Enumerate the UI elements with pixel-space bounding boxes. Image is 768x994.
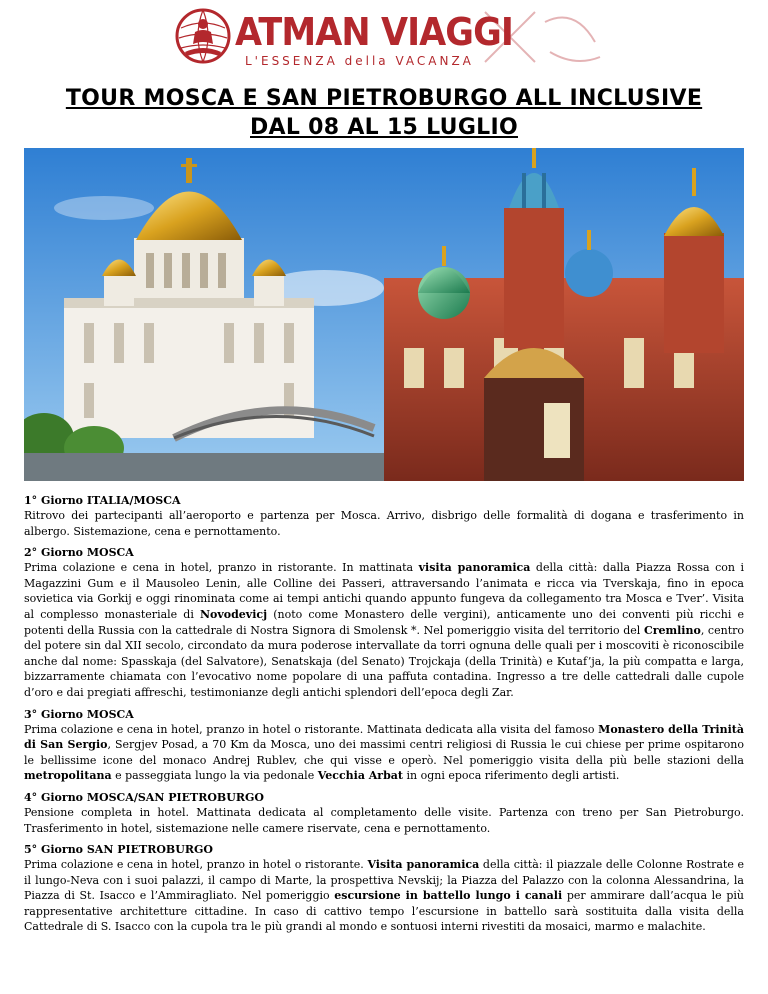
day-heading: 3° Giorno MOSCA [24,707,134,721]
highlight-text: Cremlino [643,623,701,637]
title-line-2: DAL 08 AL 15 LUGLIO [250,115,518,140]
day-heading: 2° Giorno MOSCA [24,546,134,560]
highlight-text: Monastero della Trinità di San Sergio [24,722,744,752]
day-5 [24,842,744,935]
day-1 [24,493,744,539]
itinerary [24,493,744,941]
page-title [0,84,768,142]
day-description [24,722,744,784]
brand-logo [175,6,595,76]
title-line-1: TOUR MOSCA E SAN PIETROBURGO ALL INCLUSIVE [65,86,703,111]
body-text: Prima colazione e cena in hotel, pranzo in hotel o ristorante. Mattinata dedicata alla visita del famoso [24,722,599,736]
day-description [24,508,744,539]
decorative-sketch-icon [475,2,605,72]
highlight-text: Visita panoramica [367,858,480,872]
body-text: in ogni epoca riferimento degli artisti. [403,769,620,783]
highlight-text: escursione in battello lungo i canali [334,889,563,903]
day-description [24,560,744,700]
body-text: (noto come Monastero delle vergini), anticamente uno dei conventi più ricchi e potenti della Russia con la cattedrale di Nostra Signora di Smolensk *. Nel pomeriggio visita del territorio del [24,607,745,637]
highlight-text: metropolitana [24,769,112,783]
body-text: e passeggiata lungo la via pedonale [111,769,318,783]
brand-name: ATMAN VIAGGI [235,10,513,54]
day-3 [24,707,744,784]
highlight-text: visita panoramica [418,561,531,575]
body-text: Ritrovo dei partecipanti all’aeroporto e partenza per Mosca. Arrivo, disbrigo delle formalità di dogana e trasferimento in albergo. Sistemazione, cena e pernottamento. [24,509,744,538]
day-heading: 1° Giorno ITALIA/MOSCA [24,494,181,507]
body-text: della città: il piazzale delle Colonne Rostrate e il lungo-Neva con i suoi palazzi, il campo di Marte, la prospettiva Nevskij; la Piazza del Palazzo con la colonna Alessandrina, la Piazza di St. Isacco e l’Ammiragliato. Nel pomeriggio [24,858,744,903]
cathedrals-photo [24,148,744,481]
body-text: della città: dalla Piazza Rossa con i Magazzini Gum e il Mausoleo Lenin, alle Colline dei Passeri, attraversando l’animata e ricca via Tverskaja, fino in epoca sovietica via Gorkij e oggi rinominata come ai tempi antichi quando appunto fungeva da collegamento tra Mosca e Tver’. Visita al complesso monasteriale di [24,561,745,621]
day-description [24,857,744,935]
meditation-figure-globe-icon [175,6,233,68]
body-text: Pensione completa in hotel. Mattinata dedicata al completamento delle visite. Partenza con treno per San Pietroburgo. Trasferimento in hotel, sistemazione nelle camere riservate, cena e pernottamento. [24,805,744,835]
day-4 [24,790,744,836]
day-description [24,805,744,836]
body-text: , Sergjev Posad, a 70 Km da Mosca, uno dei massimi centri religiosi di Russia le cui chiese per prime ospitarono le bellissime icone del monaco Andrej Rublev, che qui visse e operò. Nel pomeriggio visita della più belle stazioni della [24,738,744,767]
body-text: Prima colazione e cena in hotel, pranzo in hotel o ristorante. [24,858,368,872]
body-text: , centro del potere sin dal XII secolo, circondato da mura poderose intervallate da torri ognuna delle quali per i moscoviti è riconoscibile anche dal nome: Spasskaja (del Salvatore), Senatskaja (del Senato) Trojckaja (della Trinità) e Kutaf’ja, la più compatta e larga, bizzarramente chiamata con l’evocativo nome popolare di una paffuta contadina. Ingresso a tre delle cattedrali dalle cupole d’oro e dai pregiati affreschi, testimonianze degli antichi splendori dell’epoca degli Zar. [24,623,744,699]
cathedrals-illustration [24,148,744,481]
highlight-text: Novodevicj [200,607,268,621]
day-heading: 5° Giorno SAN PIETROBURGO [24,843,213,857]
brand-tagline: L'ESSENZA della VACANZA [245,54,474,68]
body-text: per ammirare dall’acqua le più rappresentative architetture cittadine. In caso di cattivo tempo l’escursione in battello sarà sostituita dalla visita della Cattedrale di S. Isacco con la cupola tra le più grandi al mondo e sontuosi interni rivestiti da mosaici, marmo e malachite. [24,889,744,934]
body-text: Prima colazione e cena in hotel, pranzo in ristorante. In mattinata [24,561,419,575]
day-heading: 4° Giorno MOSCA/SAN PIETROBURGO [24,790,264,804]
highlight-text: Vecchia Arbat [317,769,404,783]
day-2 [24,545,744,700]
